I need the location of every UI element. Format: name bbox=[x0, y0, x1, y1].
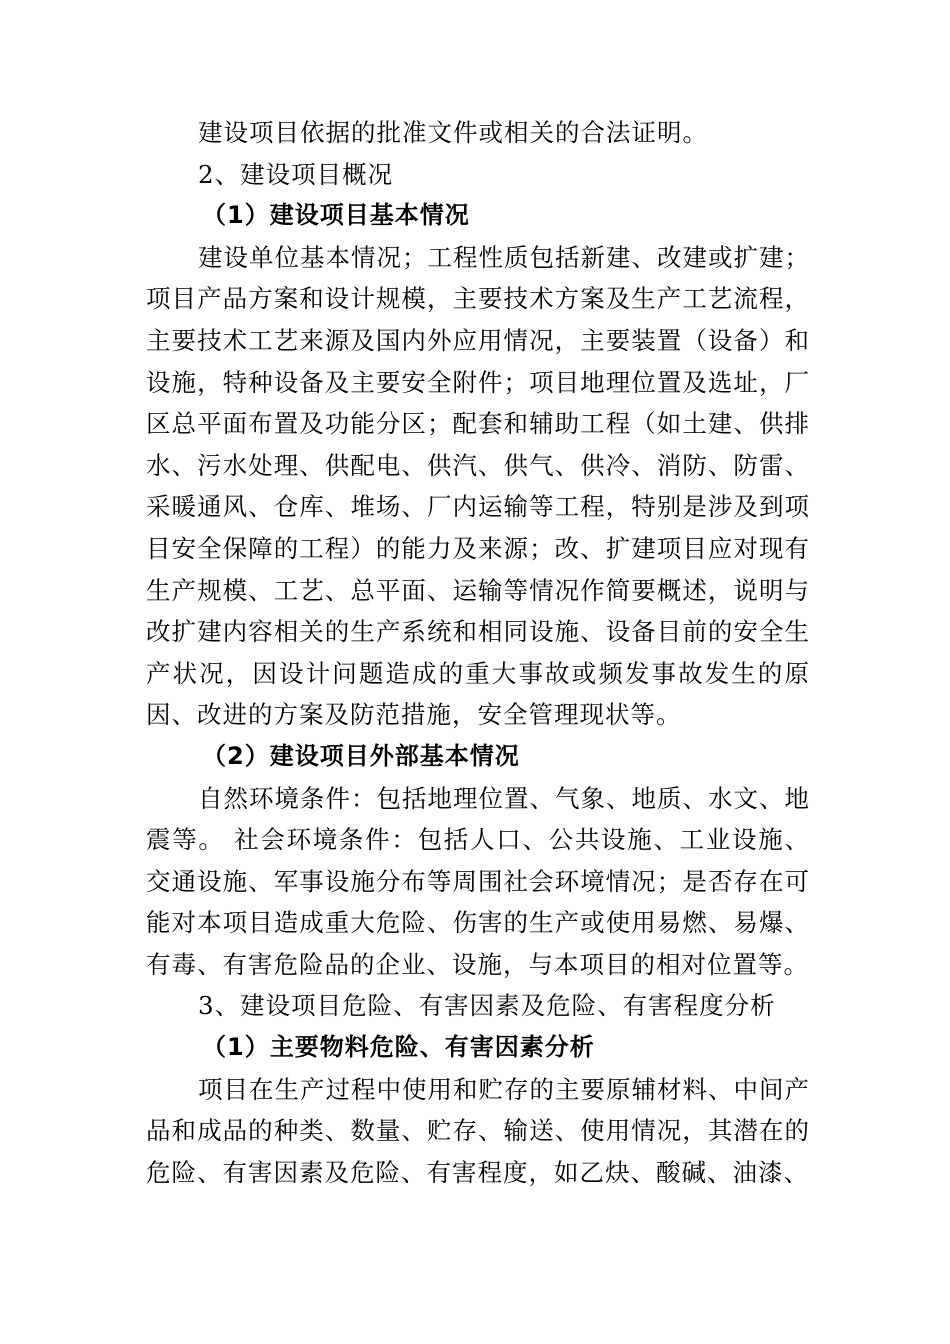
subheading-basic-situation: （1）建设项目基本情况 bbox=[202, 201, 470, 230]
paragraph-approval-documents: 建设项目依据的批准文件或相关的合法证明。 bbox=[198, 118, 708, 147]
subheading-external-situation: （2）建设项目外部基本情况 bbox=[202, 741, 520, 770]
subheading-material-hazards: （1）主要物料危险、有害因素分析 bbox=[202, 1033, 595, 1062]
heading-hazard-analysis: 3、建设项目危险、有害因素及危险、有害程度分析 bbox=[198, 991, 776, 1021]
paragraph-external-situation: 自然环境条件：包括地理位置、气象、地质、水文、地震等。 社会环境条件：包括人口、公共设施、工业设施、交通设施、军事设施分布等周围社会环境情况；是否存在可能对本项目造成重大危险、伤害的生产或使用易燃、易爆、有毒、有害危险品的企业、设施，与本项目的相对位置等。 bbox=[146, 783, 810, 979]
document-body bbox=[146, 112, 810, 1193]
paragraph-material-hazards: 项目在生产过程中使用和贮存的主要原辅材料、中间产品和成品的种类、数量、贮存、输送、使用情况，其潜在的危险、有害因素及危险、有害程度，如乙炔、酸碱、油漆、 bbox=[146, 1074, 810, 1187]
heading-project-overview: 2、建设项目概况 bbox=[198, 159, 394, 189]
paragraph-basic-situation: 建设单位基本情况；工程性质包括新建、改建或扩建；项目产品方案和设计规模，主要技术方案及生产工艺流程，主要技术工艺来源及国内外应用情况，主要装置（设备）和设施，特种设备及主要安全附件；项目地理位置及选址，厂区总平面布置及功能分区；配套和辅助工程（如土建、供排水、污水处理、供配电、供汽、供气、供冷、消防、防雷、采暖通风、仓库、堆场、厂内运输等工程，特别是涉及到项目安全保障的工程）的能力及来源；改、扩建项目应对现有生产规模、工艺、总平面、运输等情况作简要概述，说明与改扩建内容相关的生产系统和相同设施、设备目前的安全生产状况，因设计问题造成的重大事故或频发事故发生的原因、改进的方案及防范措施，安全管理现状等。 bbox=[146, 242, 810, 730]
